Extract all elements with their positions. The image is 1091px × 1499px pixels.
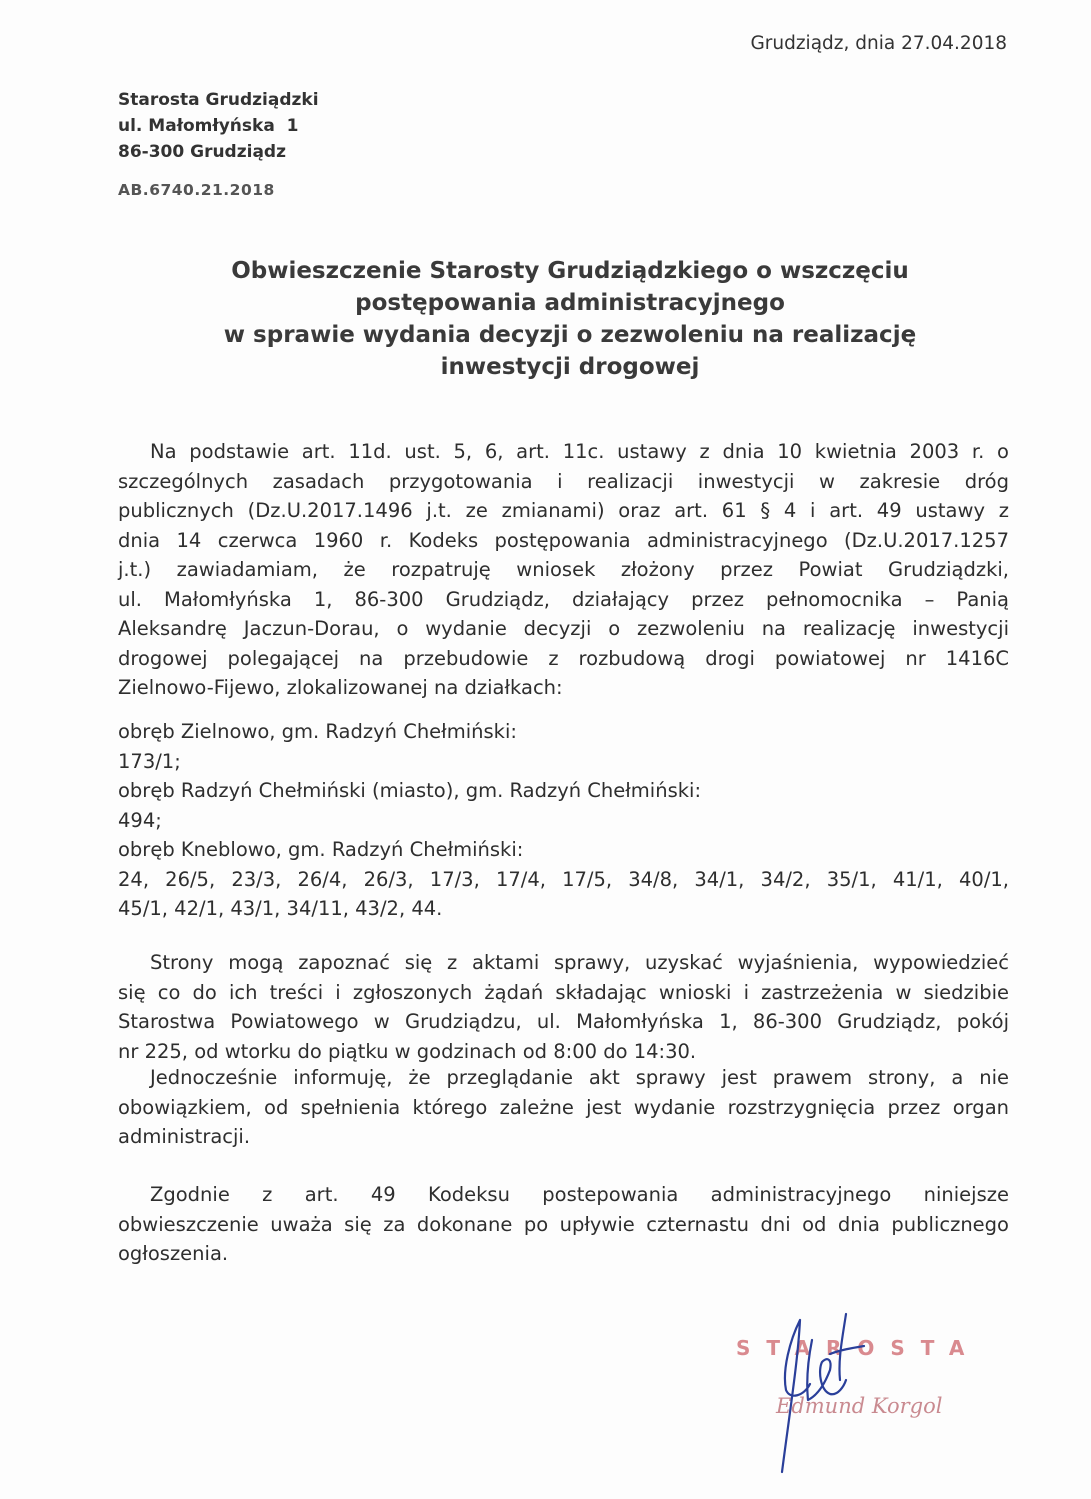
handwritten-signature [760, 1300, 880, 1480]
paragraph-notice-effect [118, 1180, 1009, 1269]
paragraph-right-not-obligation [118, 1063, 1009, 1152]
plot-numbers: 45/1, 42/1, 43/1, 34/11, 43/2, 44. [118, 897, 443, 920]
plot-area-heading: obręb Radzyń Chełmiński (miasto), gm. Radzyń Chełmiński: [118, 779, 702, 802]
text-line: Aleksandrę Jaczun-Dorau, o wydanie decyzji o zezwoleniu na realizację inwestycji [118, 617, 1009, 640]
text-line: Jednocześnie informuję, że przeglądanie akt sprawy jest prawem strony, a nie [150, 1066, 1009, 1089]
title-line: postępowania administracyjnego [355, 290, 785, 316]
text-line: j.t.) zawiadamiam, że rozpatruję wniosek złożony przez Powiat Grudziądzki, [118, 558, 1009, 581]
place-and-date: Grudziądz, dnia 27.04.2018 [750, 33, 1007, 54]
stamp-title: STAROSTA [736, 1336, 981, 1360]
paragraph-access-to-files [118, 948, 1009, 1066]
paragraph-legal-basis [118, 437, 1009, 703]
text-line: administracji. [118, 1125, 251, 1148]
sender-address-block [118, 87, 319, 165]
text-line: ul. Małomłyńska 1, 86-300 Grudziądz, działający przez pełnomocnika – Panią [118, 587, 1009, 611]
title-line: inwestycji drogowej [440, 354, 700, 380]
plot-area-heading: obręb Zielnowo, gm. Radzyń Chełmiński: [118, 720, 517, 743]
case-number: AB.6740.21.2018 [118, 181, 275, 199]
plot-numbers: 494; [118, 808, 162, 832]
text-line: nr 225, od wtorku do piątku w godzinach od 8:00 do 14:30. [118, 1039, 697, 1063]
plot-area-heading: obręb Kneblowo, gm. Radzyń Chełmiński: [118, 838, 524, 861]
text-line: się co do ich treści i zgłoszonych żądań składając wnioski i zastrzeżenia w siedzibie [118, 980, 1009, 1004]
text-line: Starostwa Powiatowego w Grudziądzu, ul. Małomłyńska 1, 86-300 Grudziądz, pokój [118, 1010, 1009, 1033]
title-line: Obwieszczenie Starosty Grudziądzkiego o wszczęciu [231, 258, 909, 284]
text-line: Na podstawie art. 11d. ust. 5, 6, art. 11c. ustawy z dnia 10 kwietnia 2003 r. o [150, 440, 1009, 463]
plot-numbers: 24, 26/5, 23/3, 26/4, 26/3, 17/3, 17/4, 17/5, 34/8, 34/1, 34/2, 35/1, 41/1, 40/1, [118, 867, 1009, 891]
text-line: publicznych (Dz.U.2017.1496 j.t. ze zmianami) oraz art. 61 § 4 i art. 49 ustawy z [118, 499, 1009, 522]
text-line: Zgodnie z art. 49 Kodeksu postepowania administracyjnego niniejsze [150, 1183, 1009, 1206]
text-line: drogowej polegającej na przebudowie z rozbudową drogi powiatowej nr 1416C [118, 646, 1009, 670]
sender-street: ul. Małomłyńska 1 [118, 116, 299, 136]
plots-list [118, 717, 1009, 924]
text-line: dnia 14 czerwca 1960 r. Kodeks postępowania administracyjnego (Dz.U.2017.1257 [118, 528, 1009, 552]
text-line: ogłoszenia. [118, 1242, 229, 1265]
title-line: w sprawie wydania decyzji o zezwoleniu na realizację [223, 322, 917, 348]
text-line: obowiązkiem, od spełnienia którego zależne jest wydanie rozstrzygnięcia przez organ [118, 1095, 1009, 1119]
text-line: obwieszczenie uważa się za dokonane po upływie czternastu dni od dnia publicznego [118, 1212, 1009, 1236]
sender-city: 86-300 Grudziądz [118, 142, 286, 162]
text-line: Zielnowo-Fijewo, zlokalizowanej na działkach: [118, 676, 563, 699]
text-line: szczególnych zasadach przygotowania i realizacji inwestycji w zakresie dróg [118, 469, 1009, 493]
document-title [120, 255, 1020, 383]
sender-name: Starosta Grudziądzki [118, 90, 319, 110]
plot-numbers: 173/1; [118, 749, 181, 773]
stamp-name: Edmund Korgol [776, 1394, 943, 1418]
text-line: Strony mogą zapoznać się z aktami sprawy, uzyskać wyjaśnienia, wypowiedzieć [150, 951, 1009, 974]
